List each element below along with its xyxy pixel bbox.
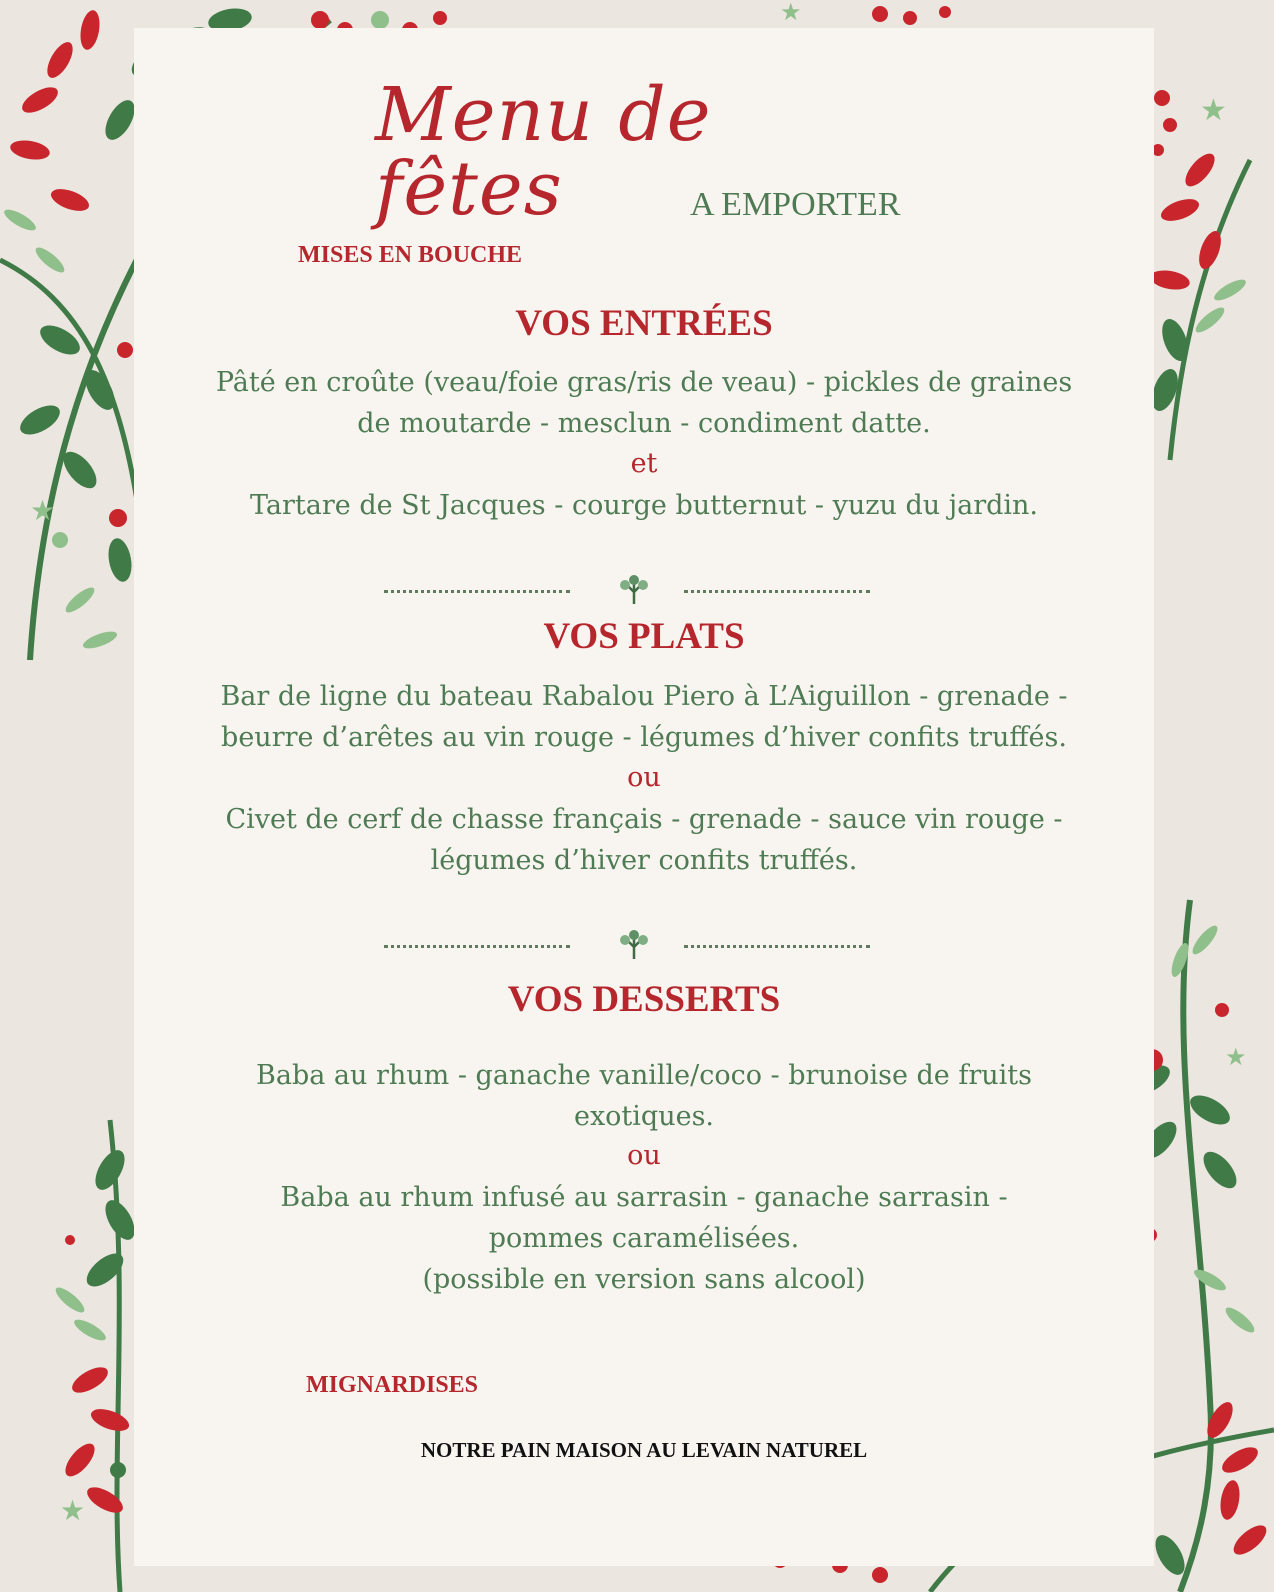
- svg-text:★: ★: [1225, 1043, 1247, 1071]
- svg-text:★: ★: [60, 1494, 86, 1527]
- dotted-line: [684, 945, 870, 948]
- menu-card: [134, 28, 1154, 1566]
- bread-note: NOTRE PAIN MAISON AU LEVAIN NATUREL: [420, 1438, 868, 1462]
- dish-entree-2: Tartare de St Jacques - courge butternut - yuzu du jardin.: [250, 490, 1038, 521]
- conjunction-desserts: ou: [627, 1140, 661, 1171]
- dotted-line: [384, 945, 570, 948]
- dish-dessert-2: Baba au rhum infusé au sarrasin - ganache sarrasin - pommes caramélisées. (possible en version sans alcool): [280, 1182, 1008, 1295]
- divider-2: [384, 925, 884, 965]
- section-title-plats: VOS PLATS: [543, 616, 745, 657]
- svg-text:★: ★: [30, 494, 56, 527]
- holly-bottom-left: [52, 1120, 140, 1592]
- svg-text:★: ★: [1200, 93, 1227, 128]
- amuse-bouche-heading: MISES EN BOUCHE: [298, 242, 523, 268]
- sprig-divider-icon: [616, 570, 652, 606]
- section-title-entrees: VOS ENTRÉES: [515, 303, 773, 344]
- dish-plat-2: Civet de cerf de chasse français - grenade - sauce vin rouge - légumes d’hiver confits truffés.: [225, 804, 1063, 876]
- conjunction-plats: ou: [627, 762, 661, 793]
- section-title-desserts: VOS DESSERTS: [507, 979, 781, 1020]
- conjunction-entrees: et: [630, 448, 658, 479]
- dish-plat-1: Bar de ligne du bateau Rabalou Piero à L’Aiguillon - grenade - beurre d’arêtes au vin rouge - légumes d’hiver confits truffés.: [220, 681, 1068, 753]
- mignardises-heading: MIGNARDISES: [306, 1372, 479, 1398]
- dish-entree-1: Pâté en croûte (veau/foie gras/ris de veau) - pickles de graines de moutarde - mesclun - condiment datte.: [215, 367, 1073, 439]
- dish-dessert-1: Baba au rhum - ganache vanille/coco - brunoise de fruits exotiques.: [256, 1060, 1032, 1132]
- dotted-line: [384, 590, 570, 593]
- dotted-line: [684, 590, 870, 593]
- menu-subtitle: A EMPORTER: [690, 186, 901, 223]
- menu-title: Menu de fêtes: [375, 72, 712, 232]
- sprig-divider-icon: [616, 925, 652, 961]
- svg-text:★: ★: [780, 0, 802, 26]
- divider-1: [384, 570, 884, 610]
